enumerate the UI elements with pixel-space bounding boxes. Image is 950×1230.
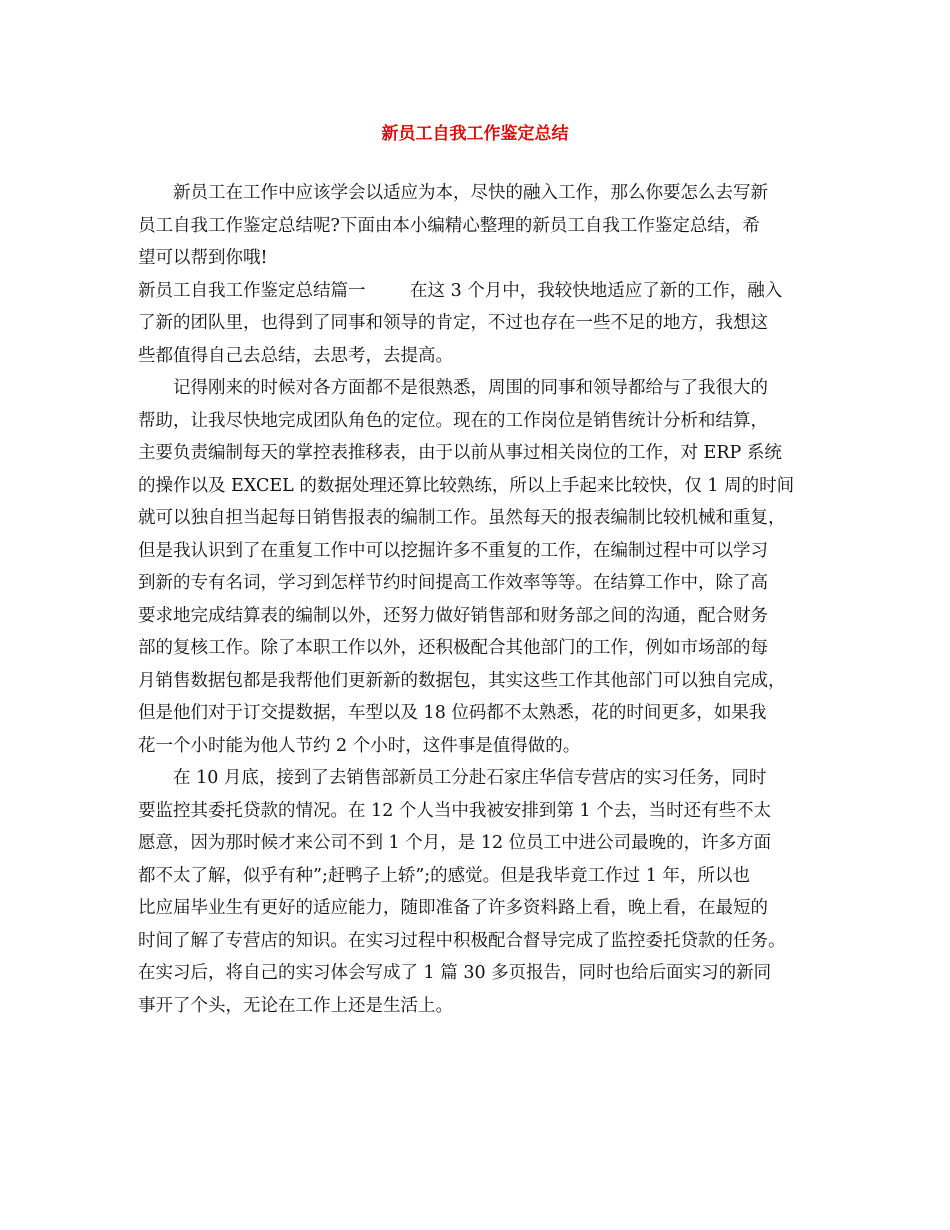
body-line: 时间了解了专营店的知识。在实习过程中积极配合督导完成了监控委托贷款的任务。 xyxy=(138,930,786,951)
body-line: 部的复核工作。除了本职工作以外，还积极配合其他部门的工作，例如市场部的每 xyxy=(138,638,768,658)
body-line: 但是我认识到了在重复工作中可以挖掘许多不重复的工作，在编制过程中可以学习 xyxy=(138,540,768,561)
body-line: 比应届毕业生有更好的适应能力，随即准备了许多资料路上看，晚上看，在最短的 xyxy=(138,898,768,918)
body-line: 记得刚来的时候对各方面都不是很熟悉，周围的同事和领导都给与了我很大的 xyxy=(173,378,768,398)
body-line: 帮助，让我尽快地完成团队角色的定位。现在的工作岗位是销售统计分析和结算， xyxy=(138,410,768,431)
body-line: 愿意，因为那时候才来公司不到 1 个月，是 12 位员工中进公司最晚的，许多方面 xyxy=(138,833,772,853)
body-line: 月销售数据包都是我帮他们更新新的数据包，其实这些工作其他部门可以独自完成， xyxy=(138,670,786,691)
body-line: 在实习后，将自己的实习体会写成了 1 篇 30 多页报告，同时也给后面实习的新同 xyxy=(138,963,772,983)
body-line: 要求地完成结算表的编制以外，还努力做好销售部和财务部之间的沟通，配合财务 xyxy=(138,605,768,626)
body-line: 要监控其委托贷款的情况。在 12 个人当中我被安排到第 1 个去，当时还有些不太 xyxy=(138,800,772,821)
body-line: 花一个小时能为他人节约 2 个小时，这件事是值得做的。 xyxy=(138,735,581,756)
body-line: 些都值得自己去总结，去思考，去提高。 xyxy=(138,345,453,366)
body-line: 但是他们对于订交提数据，车型以及 18 位码都不太熟悉，花的时间更多，如果我 xyxy=(138,703,767,723)
document-title: 新员工自我工作鉴定总结 xyxy=(381,124,569,144)
body-line: 新员工在工作中应该学会以适应为本，尽快的融入工作，那么你要怎么去写新 xyxy=(173,183,768,203)
body-line: 的操作以及 EXCEL 的数据处理还算比较熟练，所以上手起来比较快，仅 1 周的时间 xyxy=(138,475,795,496)
body-line: 新员工自我工作鉴定总结篇一 在这 3 个月中，我较快地适应了新的工作，融入 xyxy=(138,280,783,301)
body-line: 员工自我工作鉴定总结呢?下面由本小编精心整理的新员工自我工作鉴定总结，希 xyxy=(138,215,760,236)
body-line: 到新的专有名词，学习到怎样节约时间提高工作效率等等。在结算工作中，除了高 xyxy=(138,573,768,593)
body-line: 事开了个头，无论在工作上还是生活上。 xyxy=(138,995,453,1016)
body-line: 望可以帮到你哦! xyxy=(138,248,268,268)
body-line: 在 10 月底，接到了去销售部新员工分赴石家庄华信专营店的实习任务，同时 xyxy=(173,768,767,788)
body-line: 就可以独自担当起每日销售报表的编制工作。虽然每天的报表编制比较机械和重复， xyxy=(138,508,786,528)
body-line: 了新的团队里，也得到了同事和领导的肯定，不过也存在一些不足的地方，我想这 xyxy=(138,313,768,333)
body-line: 都不太了解，似乎有种”;赶鸭子上轿”;的感觉。但是我毕竟工作过 1 年，所以也 xyxy=(138,865,750,886)
body-line: 主要负责编制每天的掌控表推移表，由于以前从事过相关岗位的工作，对 ERP 系统 xyxy=(138,443,782,463)
document-body xyxy=(138,177,814,1022)
